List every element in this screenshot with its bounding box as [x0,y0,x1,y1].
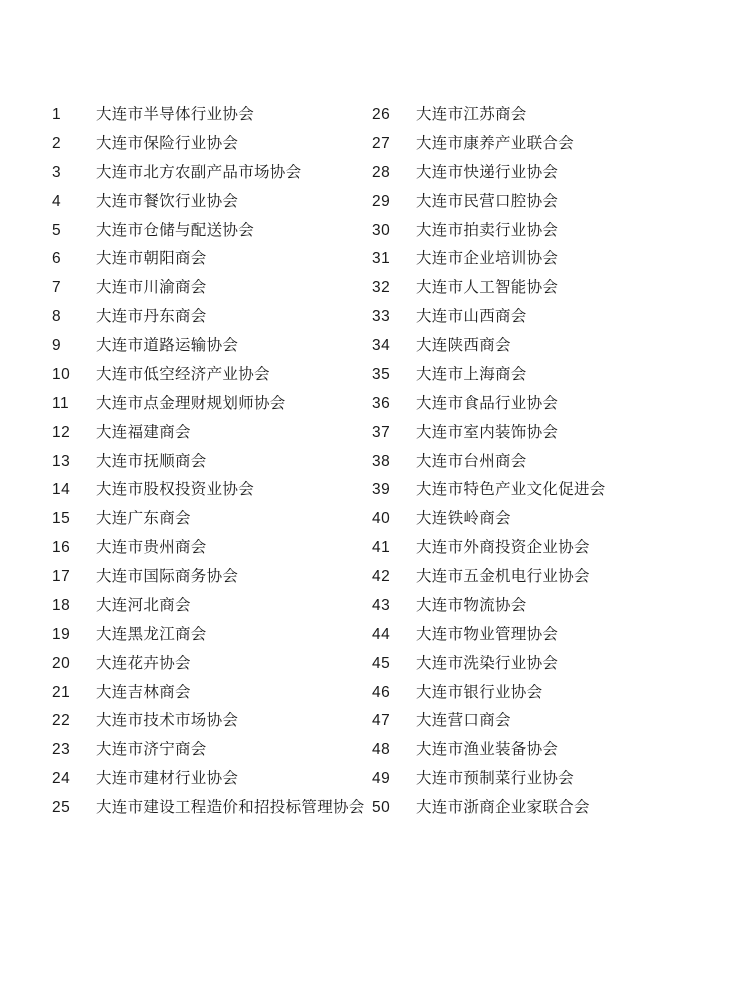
item-number: 42 [372,568,391,585]
item-name: 大连市快递行业协会 [416,163,559,181]
item-number: 20 [52,654,71,672]
list-item [52,278,372,297]
item-number: 18 [52,596,71,614]
item-number: 27 [372,134,391,152]
list-item [372,740,692,759]
item-name: 大连花卉协会 [96,654,191,672]
item-name: 大连市国际商务协会 [96,568,239,585]
list-item [52,711,372,730]
list-item [52,423,372,442]
item-name: 大连市上海商会 [416,365,527,383]
item-name: 大连市江苏商会 [416,106,527,123]
list-item [372,249,692,268]
item-number: 5 [52,221,62,239]
list-item [52,769,372,788]
item-name: 大连市五金机电行业协会 [416,568,590,585]
item-name: 大连市餐饮行业协会 [96,192,239,210]
item-number: 31 [372,250,391,268]
item-name: 大连市技术市场协会 [96,712,239,730]
list-item [372,307,692,326]
list-item [372,596,692,615]
item-name: 大连市室内装饰协会 [416,423,559,441]
list-item [52,567,372,586]
item-name: 大连市康养产业联合会 [416,134,575,152]
item-name: 大连市股权投资业协会 [96,481,255,499]
item-name: 大连市渔业装备协会 [416,741,559,759]
item-number: 13 [52,452,71,470]
list-item [372,221,692,240]
list-item [372,192,692,211]
list-item [372,683,692,702]
list-item [372,625,692,644]
item-number: 14 [52,481,71,499]
list-item [52,596,372,615]
item-name: 大连营口商会 [416,712,511,730]
list-item [372,394,692,413]
item-name: 大连市浙商企业家联合会 [416,799,590,816]
list-column-right [372,105,692,827]
item-name: 大连市低空经济产业协会 [96,365,270,383]
item-name: 大连福建商会 [96,423,191,441]
list-item [52,740,372,759]
list-item [372,278,692,297]
item-name: 大连陕西商会 [416,337,511,354]
item-name: 大连市山西商会 [416,308,527,326]
list-item [52,336,372,355]
item-number: 30 [372,221,391,239]
item-number: 3 [52,163,62,181]
item-name: 大连市丹东商会 [96,308,207,326]
list-item [372,654,692,673]
list-item [52,249,372,268]
list-item [52,192,372,211]
item-number: 35 [372,365,391,383]
item-name: 大连市台州商会 [416,452,527,470]
item-name: 大连市点金理财规划师协会 [96,394,286,412]
item-name: 大连市银行业协会 [416,683,543,701]
item-name: 大连市仓储与配送协会 [96,221,255,239]
item-name: 大连市民营口腔协会 [416,192,559,210]
list-item [372,423,692,442]
list-item [52,798,372,817]
list-item [372,134,692,153]
item-name: 大连市朝阳商会 [96,250,207,268]
list-item [52,365,372,384]
item-name: 大连市抚顺商会 [96,452,207,470]
item-number: 28 [372,163,391,181]
item-number: 7 [52,279,62,297]
item-name: 大连市拍卖行业协会 [416,221,559,239]
item-number: 21 [52,683,71,701]
list-column-left [52,105,372,827]
item-name: 大连市川渝商会 [96,279,207,297]
item-name: 大连市半导体行业协会 [96,106,255,123]
list-item [372,798,692,817]
item-number: 44 [372,625,391,643]
item-number: 8 [52,308,62,326]
item-number: 23 [52,741,71,759]
item-name: 大连河北商会 [96,596,191,614]
item-number: 46 [372,683,391,701]
list-item [372,509,692,528]
list-item [52,538,372,557]
list-item [52,394,372,413]
list-item [52,163,372,182]
item-number: 9 [52,337,62,354]
item-name: 大连市物流协会 [416,596,527,614]
item-number: 6 [52,250,62,268]
item-number: 11 [52,394,70,412]
list-item [372,480,692,499]
item-name: 大连市特色产业文化促进会 [416,481,606,499]
item-name: 大连市物业管理协会 [416,625,559,643]
item-name: 大连市建设工程造价和招投标管理协会 [96,799,365,816]
item-number: 45 [372,654,391,672]
item-number: 48 [372,741,391,759]
item-number: 17 [52,568,71,585]
item-name: 大连市保险行业协会 [96,134,239,152]
item-number: 19 [52,625,71,643]
list-item [372,769,692,788]
item-name: 大连市济宁商会 [96,741,207,759]
item-number: 16 [52,539,71,557]
item-number: 49 [372,770,391,788]
item-name: 大连市建材行业协会 [96,770,239,788]
list-item [372,567,692,586]
list-item [52,105,372,124]
item-number: 38 [372,452,391,470]
item-number: 10 [52,365,71,383]
item-number: 50 [372,799,391,816]
item-name: 大连市企业培训协会 [416,250,559,268]
item-number: 32 [372,279,391,297]
item-name: 大连市外商投资企业协会 [416,539,590,557]
item-number: 36 [372,394,391,412]
item-number: 15 [52,510,71,528]
item-number: 22 [52,712,71,730]
item-number: 34 [372,337,391,354]
item-name: 大连市预制菜行业协会 [416,770,575,788]
list-item [372,336,692,355]
list-item [52,509,372,528]
list-item [52,221,372,240]
item-name: 大连广东商会 [96,510,191,528]
item-number: 1 [52,106,62,123]
item-name: 大连市贵州商会 [96,539,207,557]
item-number: 37 [372,423,391,441]
list-item [372,538,692,557]
list-item [372,105,692,124]
list-item [52,452,372,471]
item-number: 26 [372,106,391,123]
list-item [52,683,372,702]
list-item [52,654,372,673]
item-name: 大连市食品行业协会 [416,394,559,412]
list-item [52,625,372,644]
item-number: 41 [372,539,391,557]
item-number: 25 [52,799,71,816]
list-item [52,134,372,153]
item-name: 大连黑龙江商会 [96,625,207,643]
item-number: 12 [52,423,71,441]
item-name: 大连市人工智能协会 [416,279,559,297]
list-item [372,365,692,384]
item-number: 40 [372,510,391,528]
item-number: 47 [372,712,391,730]
item-name: 大连市北方农副产品市场协会 [96,163,302,181]
item-number: 33 [372,308,391,326]
item-number: 29 [372,192,391,210]
list-item [372,452,692,471]
list-item [52,480,372,499]
item-name: 大连市道路运输协会 [96,337,239,354]
item-number: 43 [372,596,391,614]
item-number: 4 [52,192,62,210]
list-item [372,163,692,182]
item-number: 24 [52,770,71,788]
list-item [52,307,372,326]
association-list [52,105,692,827]
item-name: 大连吉林商会 [96,683,191,701]
item-number: 2 [52,134,62,152]
two-column-layout [52,105,692,827]
list-item [372,711,692,730]
item-name: 大连铁岭商会 [416,510,511,528]
item-number: 39 [372,481,391,499]
item-name: 大连市洗染行业协会 [416,654,559,672]
